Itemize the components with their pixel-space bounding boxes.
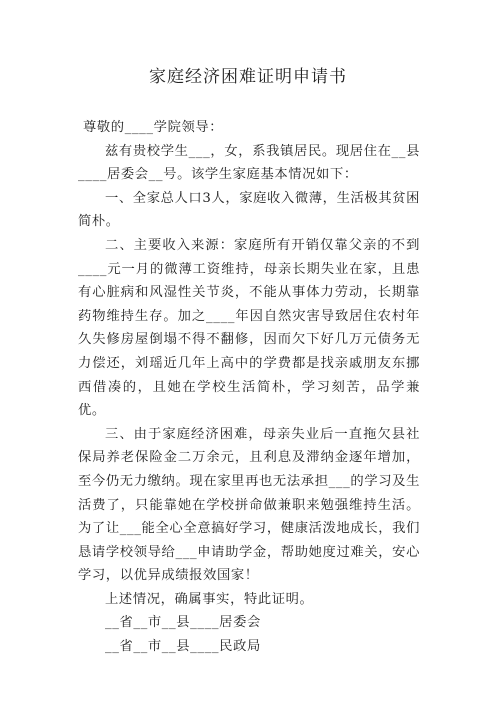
document-body [78, 116, 420, 659]
paragraph-intro: 兹有贵校学生___，女，系我镇居民。现居住在__县____居委会__号。该学生家庭基本情况如下： [78, 143, 420, 183]
signature-committee: __省__市__县____居委会 [105, 615, 261, 631]
paragraph-family-size: 一、全家总人口3人，家庭收入微薄，生活极其贫困简朴。 [78, 190, 420, 230]
signature-civil-affairs: __省__市__县____民政局 [105, 639, 261, 655]
paragraph-income-source: 二、主要收入来源：家庭所有开销仅靠父亲的不到____元一月的微薄工资维持，母亲长期失业在家，且患有心脏病和风湿性关节炎，不能从事体力劳动，长期靠药物维持生存。加之____年因自然灾害导致居住农村年久失修房屋倒塌不得不翻修，因而欠下好几万元债务无力偿还，刘瑶近几年上高中的学费都是找亲戚朋友东挪西借凑的，且她在学校生活简朴，学习刻苦，品学兼优。 [78, 237, 420, 419]
paragraph-certification: 上述情况，确属事实，特此证明。 [105, 591, 314, 607]
document-title: 家庭经济困难证明申请书 [149, 67, 347, 87]
salutation: 尊敬的____学院领导： [83, 120, 224, 135]
paragraph-hardship: 三、由于家庭经济困难，母亲失业后一直拖欠县社保局养老保险金二万余元，且利息及滞纳金逐年增加，至今仍无力缴纳。现在家里再也无法承担___的学习及生活费了，只能靠她在学校拼命做兼职来勉强维持生活。为了让___能全心全意搞好学习，健康活泼地成长，我们恳请学校领导给___申请助学金，帮助她度过难关，安心学习，以优异成绩报效国家！ [78, 426, 420, 584]
